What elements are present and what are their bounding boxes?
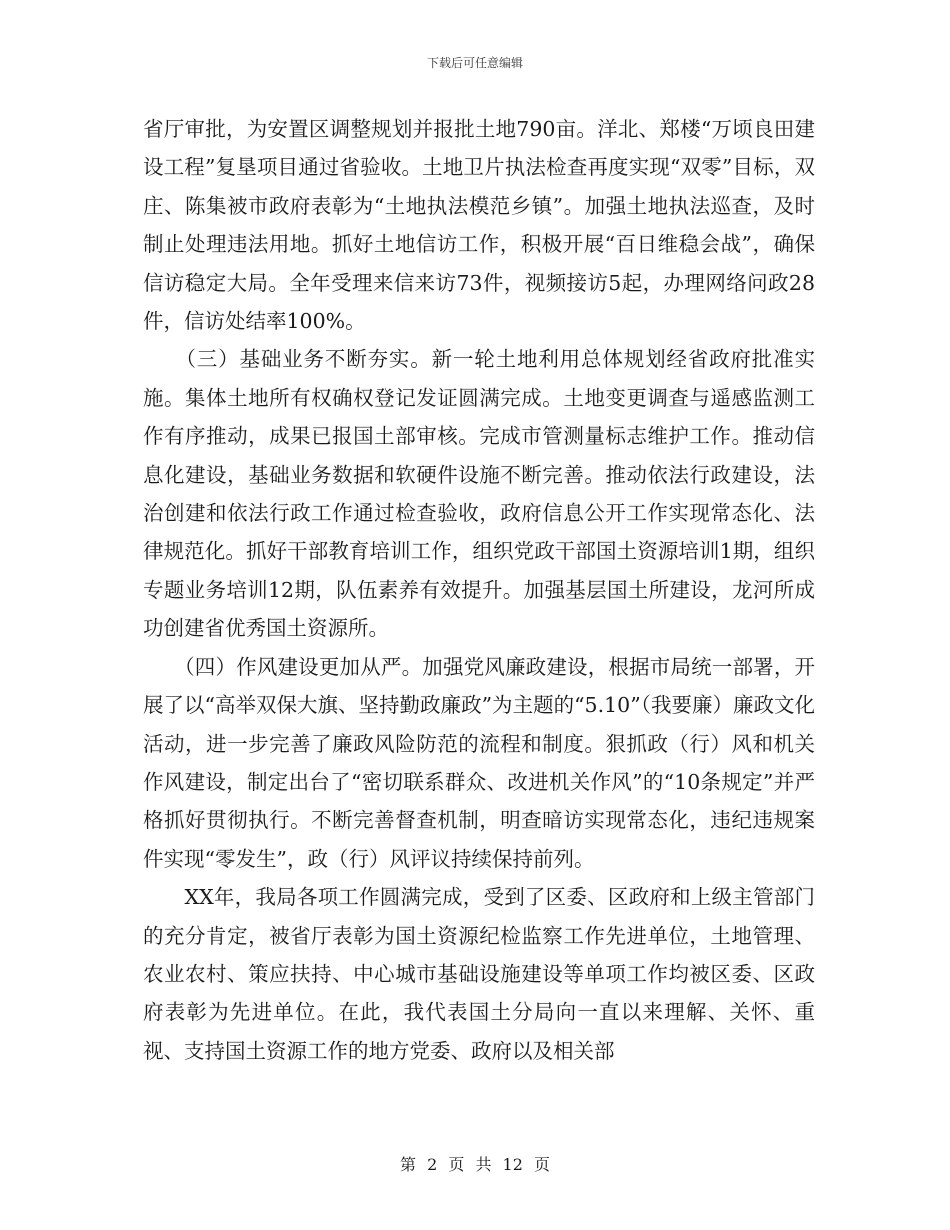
page-header-note: 下载后可任意编辑 xyxy=(426,56,523,70)
paragraph-basic-business: （三）基础业务不断夯实。新一轮土地利用总体规划经省政府批准实施。集体土地所有权确权登记发证圆满完成。土地变更调查与遥感监测工作有序推动，成果已报国土部审核。完成市管测量标志维护工作。推动信息化建设，基础业务数据和软硬件设施不断完善。推动依法行政建设，法治创建和依法行政工作通过检查验收，政府信息公开工作实现常态化、法律规范化。抓好干部教育培训工作，组织党政干部国土资源培训1期，组织专题业务培训12期，队伍素养有效提升。加强基层国土所建设，龙河所成功创建省优秀国土资源所。 xyxy=(143,347,815,641)
paragraph-annual-summary: XX年，我局各项工作圆满完成，受到了区委、区政府和上级主管部门的充分肯定，被省厅表彰为国土资源纪检监察工作先进单位，土地管理、农业农村、策应扶持、中心城市基础设施建设等单项工作均被区委、区政府表彰为先进单位。在此，我代表国土分局向一直以来理解、关怀、重视、支持国土资源工作的地方党委、政府以及相关部 xyxy=(143,885,815,1063)
document-body xyxy=(143,110,815,1070)
page-number-footer: 第 2 页 共 12 页 xyxy=(400,1155,550,1174)
paragraph-work-style: （四）作风建设更加从严。加强党风廉政建设，根据市局统一部署，开展了以“高举双保大旗、坚持勤政廉政”为主题的“5.10”（我要廉）廉政文化活动，进一步完善了廉政风险防范的流程和制度。狠抓政（行）风和机关作风建设，制定出台了“密切联系群众、改进机关作风”的“10条规定”并严格抓好贯彻执行。不断完善督查机制，明查暗访实现常态化，违纪违规案件实现“零发生”，政（行）风评议持续保持前列。 xyxy=(143,654,815,871)
paragraph-land-enforcement: 省厅审批，为安置区调整规划并报批土地790亩。洋北、郑楼“万顷良田建设工程”复垦项目通过省验收。土地卫片执法检查再度实现“双零”目标，双庄、陈集被市政府表彰为“土地执法模范乡镇”。加强土地执法巡查，及时制止处理违法用地。抓好土地信访工作，积极开展“百日维稳会战”，确保信访稳定大局。全年受理来信来访73件，视频接访5起，办理网络问政28件，信访处结率100%。 xyxy=(143,117,815,334)
